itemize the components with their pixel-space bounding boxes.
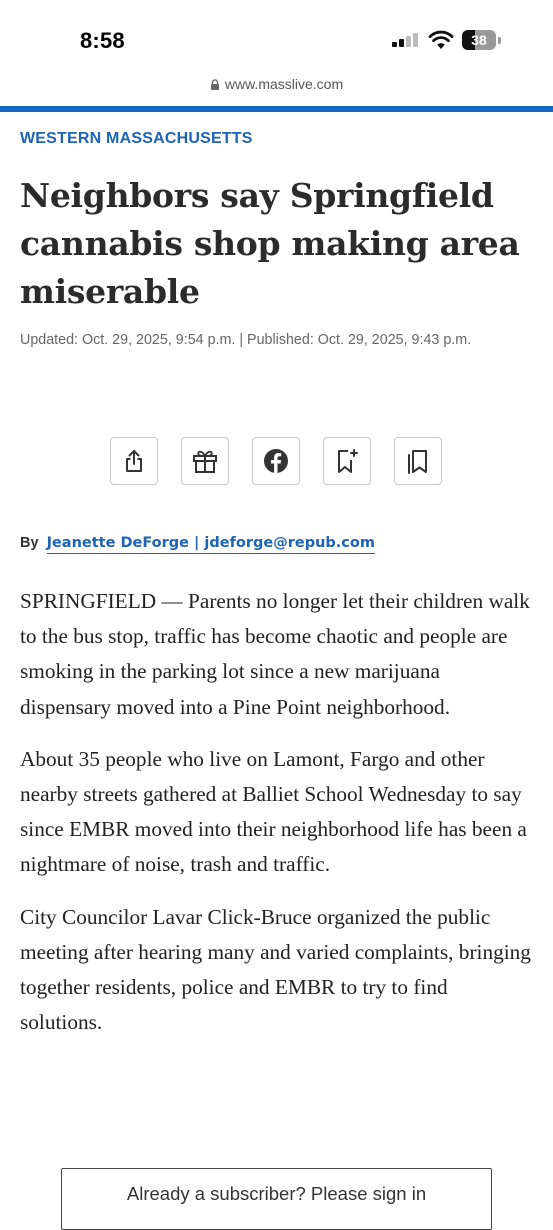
status-bar <box>0 0 553 72</box>
battery-icon <box>462 30 502 50</box>
gift-article-button[interactable] <box>181 437 229 485</box>
article-paragraph: SPRINGFIELD — Parents no longer let their children walk to the bus stop, traffic has become chaotic and people are smoking in the parking lot since a new marijuana dispensary moved into a Pine Point neighborhood. <box>20 589 530 719</box>
battery-level: 38 <box>471 32 487 48</box>
facebook-share-button[interactable] <box>252 437 300 485</box>
gift-icon <box>191 448 219 474</box>
article-dateline: Updated: Oct. 29, 2025, 9:54 p.m. | Published: Oct. 29, 2025, 9:43 p.m. <box>20 332 472 348</box>
cellular-signal-icon <box>392 33 420 47</box>
lock-icon <box>210 79 220 90</box>
article-byline <box>20 535 375 551</box>
subscriber-signin-button[interactable] <box>61 1168 492 1230</box>
article-headline: Neighbors say Springfield cannabis shop making area miserable <box>20 176 520 311</box>
url-text: www.masslive.com <box>224 76 344 92</box>
facebook-icon <box>263 448 289 474</box>
article-body <box>20 584 535 1057</box>
article-paragraph: City Councilor Lavar Click-Bruce organized the public meeting after hearing many and varied complaints, bringing together residents, police and EMBR to try to find solutions. <box>20 904 531 1035</box>
signin-prompt-text: Already a subscriber? Please sign in <box>126 1183 427 1204</box>
address-bar[interactable] <box>0 76 553 100</box>
article-paragraph: About 35 people who live on Lamont, Fargo and other nearby streets gathered at Balliet School Wednesday to say since EMBR moved into their neighborhood life has been a nightmare of noise, trash and traffic. <box>20 746 527 877</box>
share-icon <box>122 448 146 474</box>
status-time: 8:58 <box>80 28 125 53</box>
section-link[interactable]: WESTERN MASSACHUSETTS <box>20 130 253 147</box>
header-divider <box>0 106 553 112</box>
share-button[interactable] <box>110 437 158 485</box>
saved-articles-button[interactable] <box>394 437 442 485</box>
share-toolbar <box>110 437 442 487</box>
wifi-icon <box>428 30 454 50</box>
saved-bookmarks-icon <box>405 448 431 474</box>
byline-prefix: By <box>20 535 39 551</box>
bookmark-add-icon <box>335 448 359 474</box>
author-link[interactable]: Jeanette DeForge | jdeforge@repub.com <box>47 535 375 554</box>
save-article-button[interactable] <box>323 437 371 485</box>
